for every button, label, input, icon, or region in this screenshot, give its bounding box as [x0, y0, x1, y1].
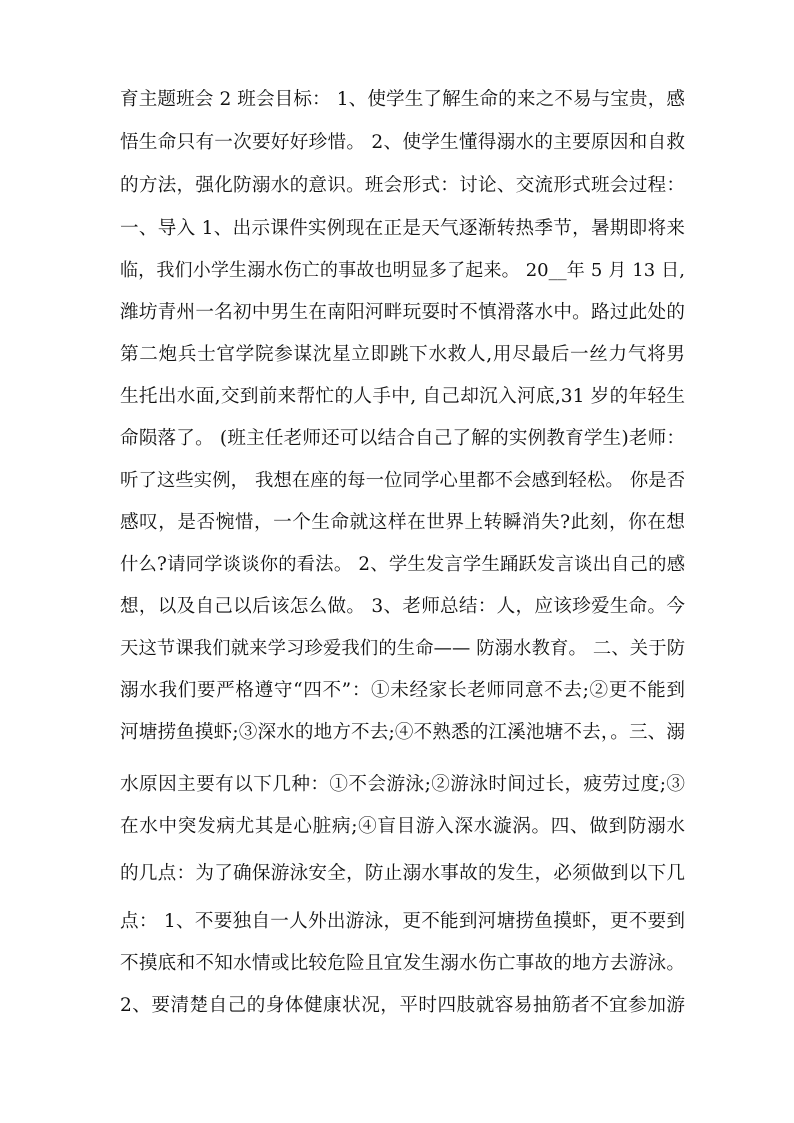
text-line: 在水中突发病尤其是心脏病;④盲目游入深水漩涡。四、做到防溺水	[120, 816, 685, 837]
text-line: 临，我们小学生溺水伤亡的事故也明显多了起来。 20__年 5 月 13 日,	[120, 260, 685, 281]
text-line: 溺水我们要严格遵守“四不”：①未经家长老师同意不去;②更不能到	[120, 680, 685, 701]
text-line: 想，以及自己以后该怎么做。 3、老师总结：人，应该珍爱生命。今	[120, 596, 685, 617]
text-line: 潍坊青州一名初中男生在南阳河畔玩耍时不慎滑落水中。路过此处的	[120, 302, 685, 323]
text-line: 悟生命只有一次要好好珍惜。 2、使学生懂得溺水的主要原因和自救	[120, 132, 685, 153]
text-line: 天这节课我们就来学习珍爱我们的生命—— 防溺水教育。 二、关于防	[120, 638, 685, 659]
text-line: 听了这些实例， 我想在座的每一位同学心里都不会感到轻松。 你是否	[120, 470, 685, 491]
text-line: 的几点：为了确保游泳安全，防止溺水事故的发生，必须做到以下几	[120, 863, 685, 884]
text-line: 育主题班会 2 班会目标： 1、使学生了解生命的来之不易与宝贵，感	[120, 89, 685, 110]
text-line: 命陨落了。 (班主任老师还可以结合自己了解的实例教育学生)老师：	[120, 428, 685, 449]
text-line: 2、要清楚自己的身体健康状况，平时四肢就容易抽筋者不宜参加游	[120, 995, 685, 1016]
text-line: 一、导入 1、出示课件实例现在正是天气逐渐转热季节，暑期即将来	[120, 218, 685, 239]
text-line: 河塘捞鱼摸虾;③深水的地方不去;④不熟悉的江溪池塘不去，。三、溺	[120, 722, 685, 743]
text-line: 不摸底和不知水情或比较危险且宜发生溺水伤亡事故的地方去游泳。	[120, 953, 685, 974]
text-line: 生托出水面,交到前来帮忙的人手中, 自己却沉入河底,31 岁的年轻生	[120, 386, 685, 407]
text-line: 点： 1、不要独自一人外出游泳，更不能到河塘捞鱼摸虾，更不要到	[120, 911, 685, 932]
text-line: 什么?请同学谈谈你的看法。 2、学生发言学生踊跃发言谈出自己的感	[120, 554, 685, 575]
text-line: 水原因主要有以下几种：①不会游泳;②游泳时间过长，疲劳过度;③	[120, 774, 685, 795]
text-line: 第二炮兵士官学院参谋沈星立即跳下水救人,用尽最后一丝力气将男	[120, 344, 685, 365]
text-line: 感叹，是否惋惜，一个生命就这样在世界上转瞬消失?此刻，你在想	[120, 512, 685, 533]
text-line: 的方法，强化防溺水的意识。班会形式：讨论、交流形式班会过程：	[120, 175, 685, 196]
